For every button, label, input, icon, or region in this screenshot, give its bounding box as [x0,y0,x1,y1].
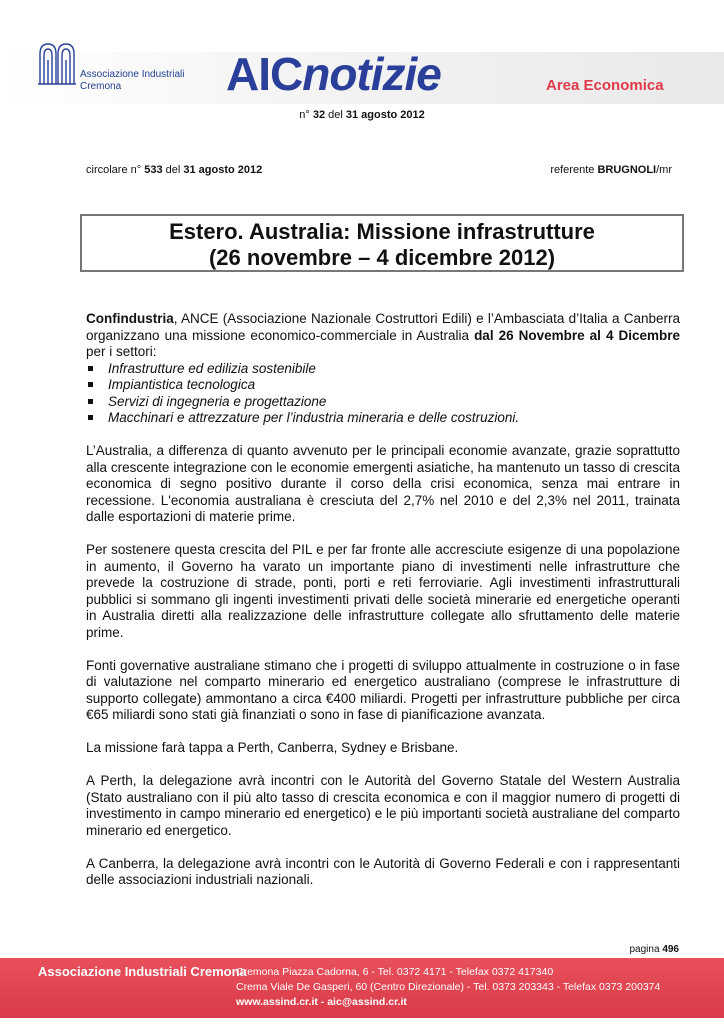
paragraph-3: Fonti governative australiane stimano che i progetti di sviluppo attualmente in costruzione o in fase di valutazione nel comparto minerario ed energetico australiano (comprese le infrastrutture di supporto collegate) ammontano a circa €400 miliardi. Progetti per infrastrutture pubbliche per circa €65 miliardi sono stati già finanziati o sono in fase di pianificazione avanzata. [86,657,680,722]
area-label: Area Economica [546,77,664,94]
issue-date: 31 agosto 2012 [345,109,425,121]
paragraph-5: A Perth, la delegazione avrà incontri con le Autorità del Governo Statale del Western Australia (Stato australiano con il più alto tasso di crescita economica e con il maggior numero di progetti di investimento in campo minerario ed energetico) e le più importanti società australiane del comparto minerario ed energetico. [86,773,680,838]
paragraph-2: Per sostenere questa crescita del PIL e per far fronte alle accresciute esigenze di una popolazione in aumento, il Governo ha varato un importante piano di investimenti nelle infrastrutture che prevede la costruzione di strade, ponti, porti e reti ferroviarie. Agli investimenti infrastrutturali pubblici si sommano gli ingenti investimenti privati delle società minerarie ed energetiche operanti in Australia diretti alla realizzazione delle infrastrutture collegate allo sfruttamento delle materie prime. [86,542,680,640]
title-line1: Estero. Australia: Missione infrastrutture [169,219,595,244]
circolare-number: 533 [144,164,163,176]
page-header [0,0,724,112]
intro-bold: Confindustria [86,311,174,326]
org-name-line1: Associazione Industriali [80,69,185,80]
intro-tail: per i settori: [86,344,157,359]
issue-number: 32 [312,109,326,121]
page-number [630,944,680,956]
issue-prefix: n° [299,109,310,121]
document-body [86,311,680,905]
org-name [80,69,200,93]
referente-label: referente [550,164,595,176]
brand-logo [226,46,441,102]
document-title [80,214,684,272]
referente-info [550,163,672,177]
paragraph-4: La missione farà tappa a Perth, Canberra, Sydney e Brisbane. [86,740,459,755]
issue-line [0,108,724,122]
title-line2: (26 novembre – 4 dicembre 2012) [208,245,556,270]
brand-part2: notizie [302,48,441,100]
bullet-square-icon [88,382,93,387]
sector-label: Infrastrutture ed edilizia sostenibile [108,360,316,376]
list-item [86,394,680,411]
circolare-prefix: circolare n° [86,164,142,176]
page-label: pagina [629,944,660,955]
brand-part1: AIC [226,48,303,100]
bullet-square-icon [88,366,93,371]
bullet-square-icon [88,415,93,420]
list-item [86,410,680,427]
issue-del: del [328,109,343,121]
footer-web-email-link[interactable]: www.assind.cr.it - aic@assind.cr.it [236,996,407,1008]
bullet-square-icon [88,399,93,404]
page-footer [0,958,724,1018]
intro-paragraph [86,311,680,361]
org-name-line2: Cremona [80,81,122,92]
circolare-info [86,163,262,177]
referente-suffix: /mr [656,164,672,176]
paragraph-6: A Canberra, la delegazione avrà incontri con le Autorità di Governo Federali e con i rappresentanti delle associazioni industriali nazionali. [86,855,680,887]
intro-dates: dal 26 Novembre al 4 Dicembre [474,327,681,343]
list-item [86,361,680,378]
paragraph-1: L’Australia, a differenza di quanto avvenuto per le principali economie avanzate, grazie soprattutto alla crescente integrazione con le economie emergenti asiatiche, ha mantenuto un tasso di crescita economica di segno positivo durante il corso della crisi economica, senza mai entrare in recessione. L'economia australiana è cresciuta del 2,7% nel 2010 e del 2,3% nel 2011, trainata dalle esportazioni di materie prime. [86,443,680,524]
intro-text: , ANCE (Associazione Nazionale Costruttori Edili) e l’Ambasciata d’Italia a Canberra organizzano una missione economico-commerciale in Australia [86,311,680,343]
sector-label: Impiantistica tecnologica [108,377,256,392]
circolare-date: 31 agosto 2012 [183,164,263,176]
footer-org: Associazione Industriali Cremona [38,964,247,979]
footer-address-cremona: Cremona Piazza Cadorna, 6 - Tel. 0372 4171 - Telefax 0372 417340 [236,966,554,978]
sector-label: Servizi di ingegneria e progettazione [108,393,327,409]
circolare-del: del [165,164,181,176]
footer-address-crema: Crema Viale De Gasperi, 60 (Centro Direzionale) - Tel. 0373 203343 - Telefax 0373 200374 [236,981,661,993]
sectors-list [86,361,680,427]
referente-name: BRUGNOLI [597,164,657,176]
list-item [86,377,680,394]
sector-label: Macchinari e attrezzature per l’industria mineraria e delle costruzioni. [108,410,520,425]
association-logo-icon [36,40,78,88]
page-value: 496 [662,944,679,955]
